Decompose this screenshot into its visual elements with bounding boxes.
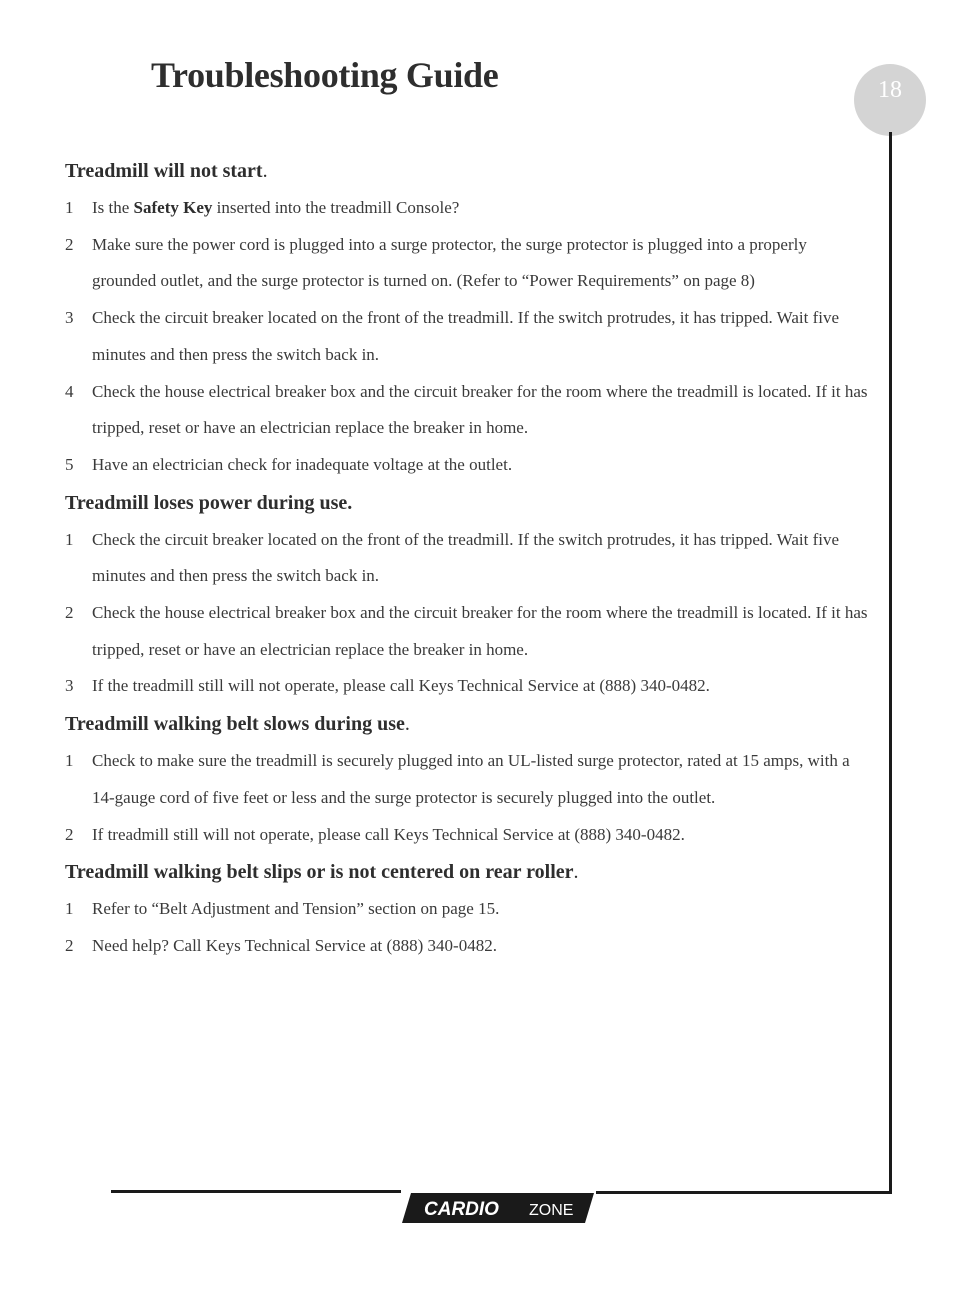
step-number: 2 (65, 603, 74, 623)
step-list (65, 522, 875, 706)
step-item (65, 891, 875, 928)
step-item (65, 374, 875, 447)
footer-rule-left (111, 1190, 401, 1193)
section-heading: Treadmill loses power during use. (65, 491, 353, 514)
step-number: 1 (65, 198, 74, 217)
logo-text-cardio: CARDIO (424, 1199, 499, 1220)
step-item (65, 522, 875, 595)
step-item (65, 668, 875, 705)
section-belt-slips (65, 853, 875, 964)
step-list (65, 743, 875, 853)
section-heading: Treadmill will not start. (65, 160, 268, 182)
section-will-not-start (65, 152, 875, 484)
step-number: 2 (65, 935, 74, 955)
step-number: 1 (65, 529, 74, 549)
cardiozone-logo (402, 1193, 594, 1223)
step-item (65, 300, 875, 373)
logo-text-zone: ZONE (529, 1202, 574, 1219)
step-text: Refer to “Belt Adjustment and Tension” section on page 15. (92, 899, 500, 919)
step-item (65, 743, 875, 816)
section-heading: Treadmill walking belt slips or is not centered on rear roller. (65, 861, 579, 884)
step-item (65, 447, 875, 484)
step-number: 3 (65, 676, 74, 696)
step-item (65, 595, 875, 668)
step-text: If treadmill still will not operate, please call Keys Technical Service at (888) 340-0482. (92, 824, 685, 844)
step-text: Need help? Call Keys Technical Service at (888) 340-0482. (92, 935, 497, 955)
step-text: Check the house electrical breaker box and the circuit breaker for the room where the treadmill is located. If it has tripped, reset or have an electrician replace the breaker in home. (92, 603, 868, 659)
footer-rule-right (596, 1191, 892, 1194)
step-number: 3 (65, 308, 74, 328)
safety-key-label: Safety Key (133, 198, 213, 217)
page-number-badge: 18 (854, 64, 926, 136)
page-title: Troubleshooting Guide (151, 55, 499, 95)
step-number: 1 (65, 899, 74, 919)
step-number: 1 (65, 751, 74, 771)
step-list (65, 190, 875, 484)
step-item (65, 190, 875, 227)
step-text: Check the circuit breaker located on the front of the treadmill. If the switch protrudes, it has tripped. Wait five minutes and then press the switch back in. (92, 529, 840, 586)
step-text: Make sure the power cord is plugged into a surge protector, the surge protector is plugged into a properly grounded outlet, and the surge protector is turned on. (Refer to “Power Requirements” on page 8) (92, 234, 807, 291)
section-loses-power (65, 484, 875, 706)
step-text: Check the house electrical breaker box and the circuit breaker for the room where the treadmill is located. If it has tripped, reset or have an electrician replace the breaker in home. (92, 381, 868, 438)
step-text: Check the circuit breaker located on the front of the treadmill. If the switch protrudes, it has tripped. Wait five minutes and then press the switch back in. (92, 308, 840, 364)
step-number: 4 (65, 381, 74, 401)
section-belt-slows (65, 705, 875, 853)
step-number: 2 (65, 824, 74, 844)
step-item (65, 928, 875, 965)
step-text: Is the Safety Key inserted into the treadmill Console? (92, 198, 460, 217)
step-item (65, 817, 875, 854)
troubleshooting-content (65, 152, 875, 965)
step-text: Have an electrician check for inadequate voltage at the outlet. (92, 454, 513, 474)
step-item (65, 227, 875, 300)
section-heading: Treadmill walking belt slows during use. (65, 713, 410, 736)
step-number: 5 (65, 454, 74, 474)
right-border-rule (889, 132, 892, 1194)
step-list (65, 891, 875, 964)
step-number: 2 (65, 234, 74, 254)
step-text: If the treadmill still will not operate, please call Keys Technical Service at (888) 340-0482. (92, 676, 710, 696)
step-text: Check to make sure the treadmill is securely plugged into an UL-listed surge protector, rated at 15 amps, with a 14-gauge cord of five feet or less and the surge protector is securely plugged into the outlet. (92, 751, 850, 807)
